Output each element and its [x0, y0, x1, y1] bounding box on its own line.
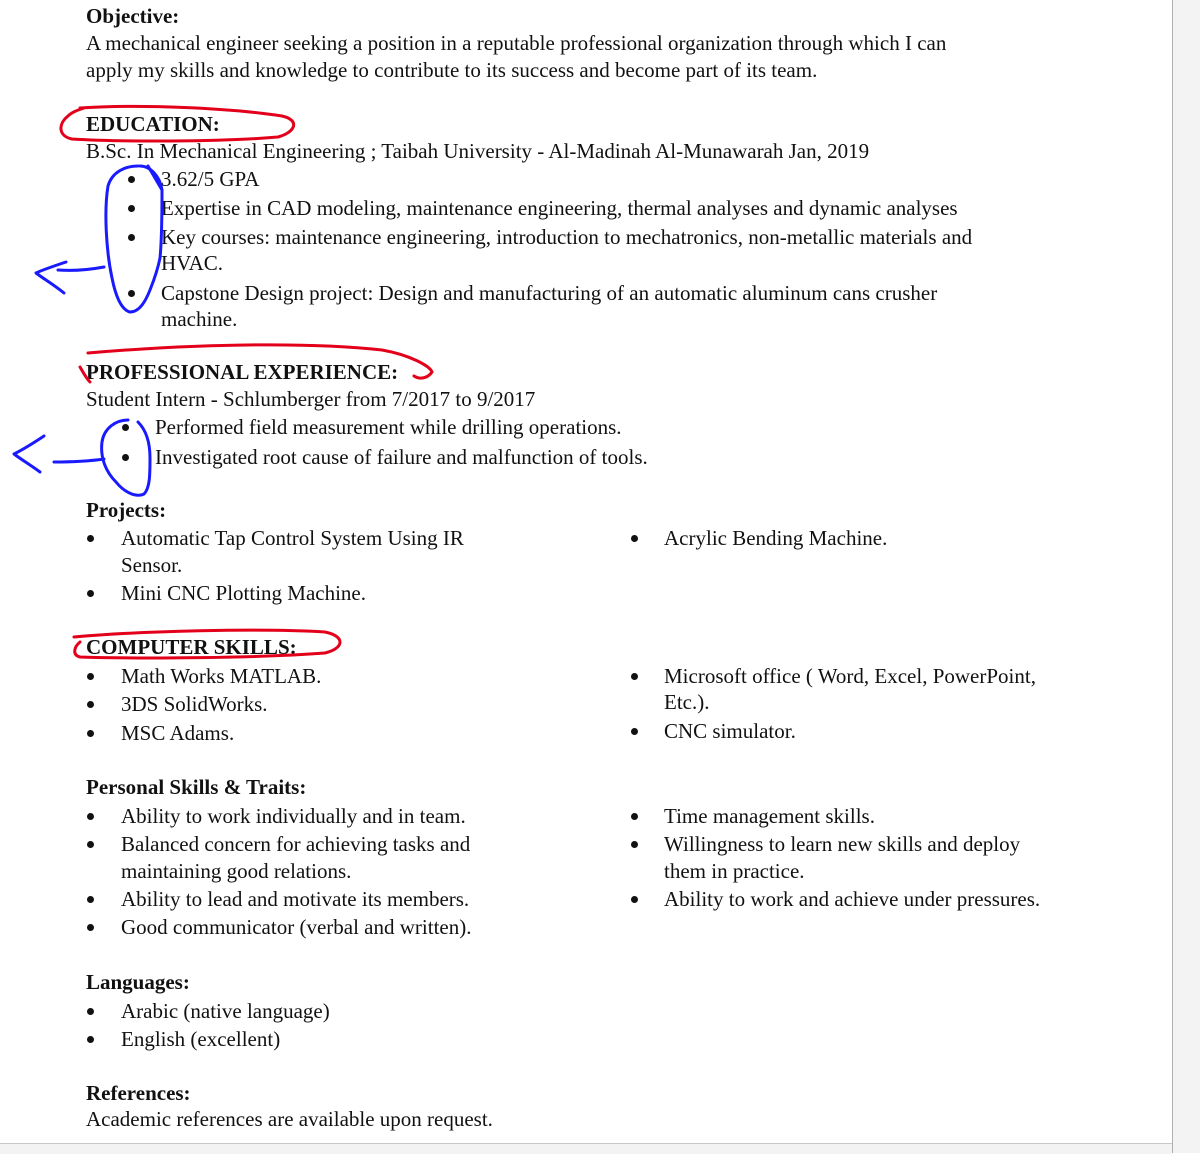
personal-skill-item: Willingness to learn new skills and deploy: [664, 832, 1021, 856]
personal-skill-item: Ability to work and achieve under pressures.: [664, 887, 1041, 911]
education-degree: B.Sc. In Mechanical Engineering ; Taibah University - Al-Madinah Al-Munawarah Jan, 2019: [86, 139, 870, 163]
personal-skill-item: Balanced concern for achieving tasks and: [121, 832, 471, 856]
education-bullet-cont: machine.: [161, 307, 238, 331]
personal-skill-item: Ability to work individually and in team.: [121, 804, 466, 828]
references-heading: References:: [86, 1081, 191, 1105]
bullet-dot: [87, 841, 94, 848]
projects-heading: Projects:: [86, 498, 167, 522]
bullet-dot: [87, 590, 94, 597]
bullet-dot: [631, 535, 638, 542]
computer-skill-item: 3DS SolidWorks.: [121, 692, 268, 716]
bullet-dot: [631, 728, 638, 735]
bullet-dot: [128, 205, 135, 212]
personal-skill-item: Time management skills.: [664, 804, 875, 828]
bullet-dot: [87, 701, 94, 708]
computer-skills-heading: COMPUTER SKILLS:: [86, 635, 297, 659]
page-bottom-edge: [0, 1143, 1172, 1154]
bullet-dot: [87, 896, 94, 903]
personal-skill-item-cont: maintaining good relations.: [121, 859, 352, 883]
bullet-dot: [631, 896, 638, 903]
computer-skill-item: MSC Adams.: [121, 721, 235, 745]
personal-skill-item: Good communicator (verbal and written).: [121, 915, 472, 939]
personal-skills-heading: Personal Skills & Traits:: [86, 775, 307, 799]
language-item: Arabic (native language): [121, 999, 330, 1023]
language-item: English (excellent): [121, 1027, 281, 1051]
computer-skill-item: Microsoft office ( Word, Excel, PowerPoint,: [664, 664, 1036, 688]
experience-role: Student Intern - Schlumberger from 7/2017 to 9/2017: [86, 387, 536, 411]
bullet-dot: [87, 813, 94, 820]
bullet-dot: [87, 730, 94, 737]
bullet-dot: [87, 1008, 94, 1015]
education-bullet: Capstone Design project: Design and manufacturing of an automatic aluminum cans crusher: [161, 281, 938, 305]
project-item-cont: Sensor.: [121, 553, 183, 577]
bullet-dot: [87, 673, 94, 680]
bullet-dot: [122, 454, 129, 461]
education-heading: EDUCATION:: [86, 112, 220, 136]
bullet-dot: [122, 424, 129, 431]
bullet-dot: [631, 673, 638, 680]
bullet-dot: [631, 813, 638, 820]
project-item: Acrylic Bending Machine.: [664, 526, 888, 550]
education-bullet: Expertise in CAD modeling, maintenance engineering, thermal analyses and dynamic analyses: [161, 196, 958, 220]
education-bullet: Key courses: maintenance engineering, introduction to mechatronics, non-metallic materials and: [161, 225, 973, 249]
bullet-dot: [87, 535, 94, 542]
bullet-dot: [631, 841, 638, 848]
references-text: Academic references are available upon request.: [86, 1107, 493, 1131]
computer-skill-item: Math Works MATLAB.: [121, 664, 322, 688]
bullet-dot: [87, 1036, 94, 1043]
computer-skill-item-cont: Etc.).: [664, 690, 710, 714]
languages-heading: Languages:: [86, 970, 190, 994]
objective-heading: Objective:: [86, 4, 180, 28]
bullet-dot: [128, 290, 135, 297]
computer-skill-item: CNC simulator.: [664, 719, 796, 743]
project-item: Mini CNC Plotting Machine.: [121, 581, 367, 605]
experience-bullet: Performed field measurement while drilling operations.: [155, 415, 622, 439]
education-bullet-cont: HVAC.: [161, 251, 224, 275]
personal-skill-item-cont: them in practice.: [664, 859, 805, 883]
bullet-dot: [128, 176, 135, 183]
bullet-dot: [128, 234, 135, 241]
viewer-scroll-gutter: [1172, 0, 1200, 1153]
personal-skill-item: Ability to lead and motivate its members.: [121, 887, 470, 911]
education-bullet: 3.62/5 GPA: [161, 167, 260, 191]
experience-heading: PROFESSIONAL EXPERIENCE:: [86, 360, 399, 384]
bullet-dot: [87, 924, 94, 931]
experience-bullet: Investigated root cause of failure and malfunction of tools.: [155, 445, 648, 469]
objective-line: A mechanical engineer seeking a position in a reputable professional organization through which I can: [86, 31, 947, 55]
objective-line: apply my skills and knowledge to contribute to its success and become part of its team.: [86, 58, 818, 82]
project-item: Automatic Tap Control System Using IR: [121, 526, 464, 550]
